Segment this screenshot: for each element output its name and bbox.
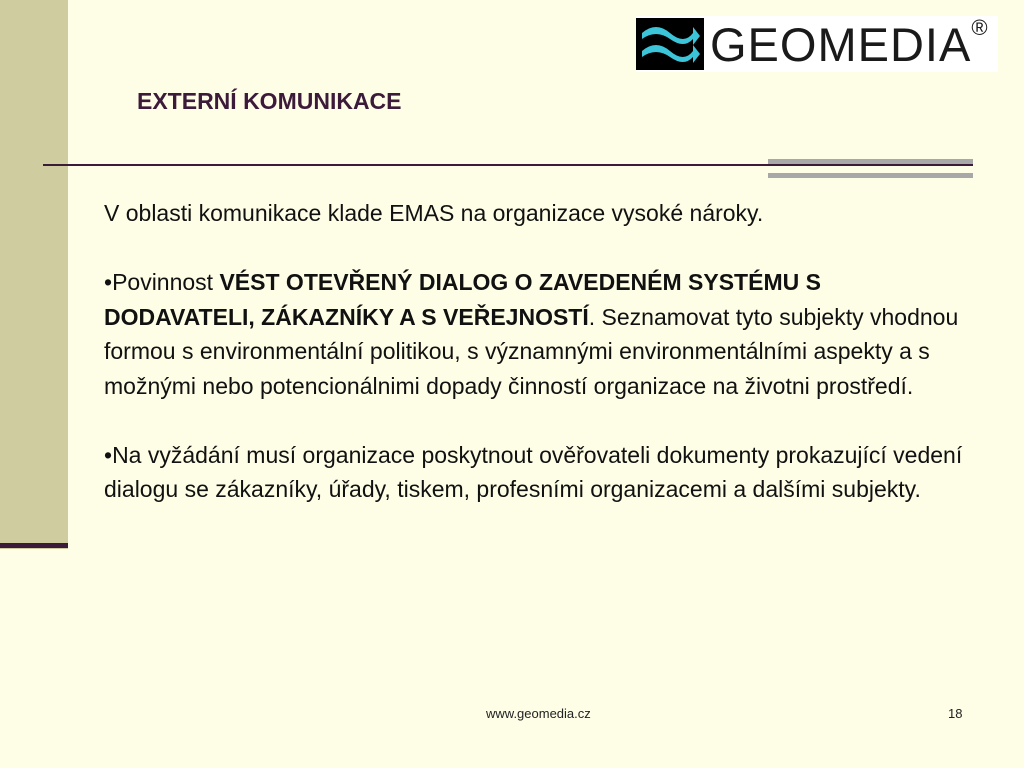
paragraph-gap [104, 231, 974, 266]
logo-wave-icon [636, 18, 704, 70]
page-number: 18 [948, 706, 963, 721]
intro-paragraph: V oblasti komunikace klade EMAS na organizace vysoké nároky. [104, 200, 764, 226]
geomedia-logo [636, 16, 998, 72]
footer-url: www.geomedia.cz [486, 706, 591, 721]
bullet-marker: • [104, 441, 113, 468]
bullet-paragraph-1 [104, 265, 974, 403]
bullet-paragraph-2 [104, 438, 974, 507]
logo-wordmark [710, 14, 989, 71]
left-accent-bar-underline [0, 543, 68, 548]
left-accent-bar [0, 0, 68, 549]
gray-stripe [768, 173, 973, 178]
slide-body [104, 196, 974, 507]
bullet-1-rest: . Seznamovat tyto subjekty vhodnou formou s environmentální politikou, s významnými environmentálními aspekty a s možnými nebo potencionálnimi dopady činností organizace na životni prostředí. [104, 303, 959, 399]
slide-title: EXTERNÍ KOMUNIKACE [137, 88, 402, 114]
registered-mark: ® [971, 14, 989, 40]
gray-stripe [768, 159, 973, 164]
divider-gray-stripes [768, 159, 973, 178]
bullet-marker: • [104, 269, 113, 295]
bullet-1-lead: Povinnost [112, 269, 220, 295]
bullet-2-text: Na vyžádání musí organizace poskytnout ověřovateli dokumenty prokazující vedení dialogu se zákazníky, úřady, tiskem, profesními organizacemi a dalšími subjekty. [104, 441, 963, 502]
bullet-1-emphasis: VÉST OTEVŘENÝ DIALOG O ZAVEDENÉM SYSTÉMU S DODAVATELI, ZÁKAZNÍKY A S VEŘEJNOSTÍ [104, 269, 821, 330]
paragraph-gap [104, 403, 974, 438]
logo-wordmark-text: GEOMEDIA [710, 17, 972, 71]
